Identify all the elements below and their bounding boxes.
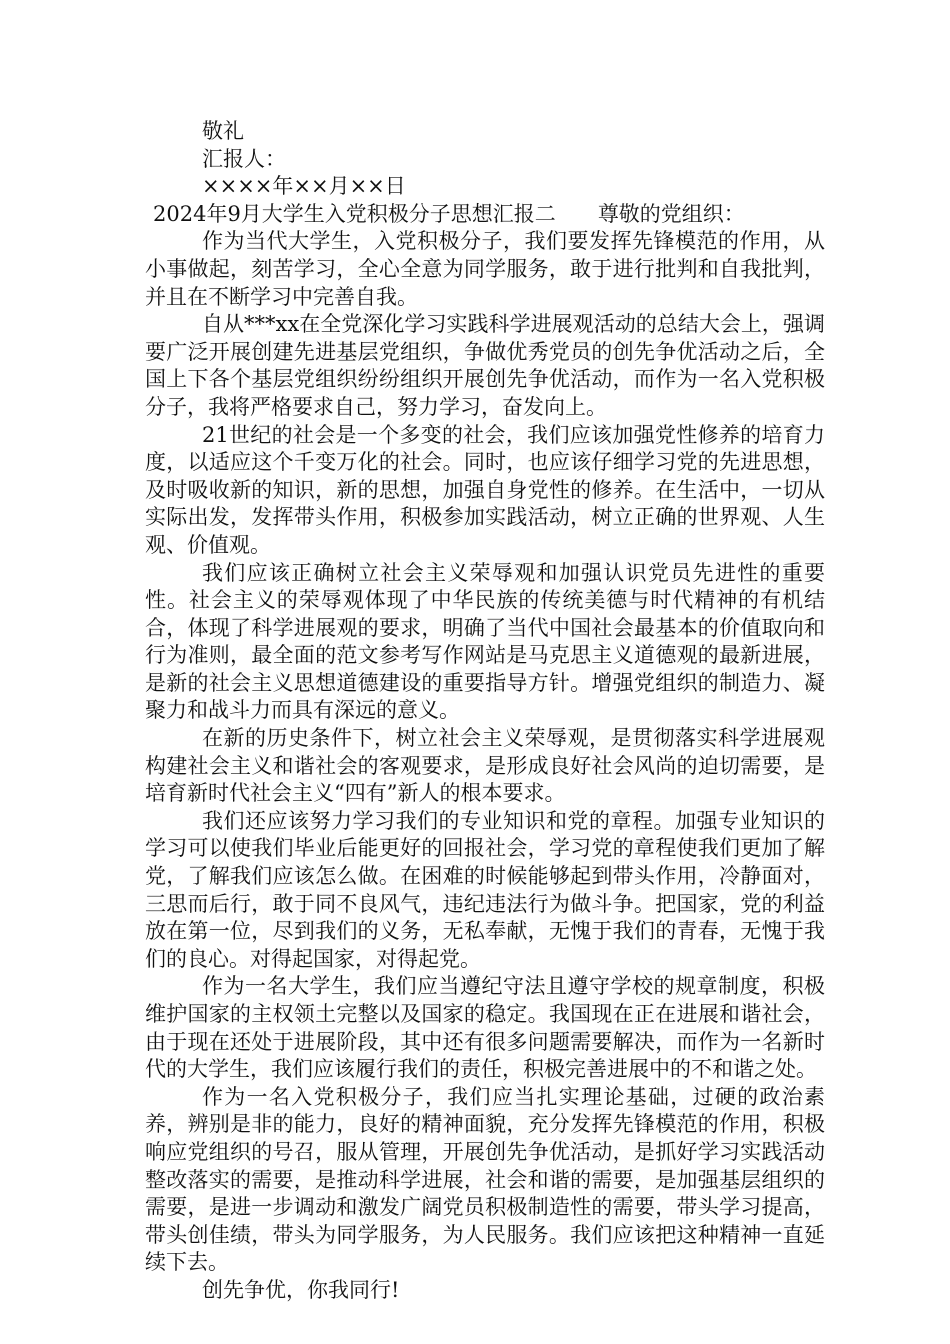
reporter-label: 汇报人：: [202, 146, 286, 171]
paragraph: 我们应该正确树立社会主义荣辱观和加强认识党员先进性的重要性。社会主义的荣辱观体现了中华民族的传统美德与时代精神的有机结合，体现了科学进展观的要求，明确了当代中国社会最基本的价值取向和行为准则，最全面的范文参考写作网站是马克思主义道德观的最新进展，是新的社会主义思想道德建设的重要指导方针。增强党组织的制造力、凝聚力和战斗力而具有深远的意义。: [145, 560, 825, 723]
report-date: ××××年××月××日: [202, 174, 406, 199]
closing-salute: 敬礼: [202, 119, 244, 143]
paragraph: 作为一名大学生，我们应当遵纪守法且遵守学校的规章制度，积极维护国家的主权领土完整以及国家的稳定。我国现在正在进展和谐社会，由于现在还处于进展阶段，其中还有很多问题需要解决，而作为一名新时代的大学生，我们应该履行我们的责任，积极完善进展中的不和谐之处。: [145, 974, 825, 1082]
paragraph: 作为一名入党积极分子，我们应当扎实理论基础，过硬的政治素养，辨别是非的能力，良好的精神面貌，充分发挥先锋模范的作用，积极响应党组织的号召，服从管理，开展创先争优活动，是抓好学习实践活动整改落实的需要，是推动科学进展，社会和谐的需要，是加强基层组织的需要，是进一步调动和激发广阔党员积极制造性的需要，带头学习提高，带头创佳绩，带头为同学服务，为人民服务。我们应该把这种精神一直延续下去。: [145, 1084, 825, 1275]
paragraph: 在新的历史条件下，树立社会主义荣辱观，是贯彻落实科学进展观构建社会主义和谐社会的客观要求，是形成良好社会风尚的迫切需要，是培育新时代社会主义“四有”新人的根本要求。: [145, 726, 825, 806]
document-body: [145, 118, 825, 1305]
paragraph: 21世纪的社会是一个多变的社会，我们应该加强党性修养的培育力度，以适应这个千变万化的社会。同时，也应该仔细学习党的先进思想，及时吸收新的知识，新的思想，加强自身党性的修养。在生活中，一切从实际出发，发挥带头作用，积极参加实践活动，树立正确的世界观、人生观、价值观。: [145, 422, 825, 557]
paragraph: 自从***xx在全党深化学习实践科学进展观活动的总结大会上，强调要广泛开展创建先进基层党组织，争做优秀党员的创先争优活动之后，全国上下各个基层党组织纷纷组织开展创先争优活动，而作为一名入党积极分子，我将严格要求自己，努力学习，奋发向上。: [145, 312, 825, 419]
report-title: 2024年9月大学生入党积极分子思想汇报二: [153, 201, 556, 226]
report-greeting: 尊敬的党组织：: [597, 201, 745, 226]
report-heading: [153, 201, 825, 229]
paragraph: 作为当代大学生，入党积极分子，我们要发挥先锋模范的作用，从小事做起，刻苦学习，全心全意为同学服务，敢于进行批判和自我批判，并且在不断学习中完善自我。: [145, 229, 825, 309]
paragraph: 我们还应该努力学习我们的专业知识和党的章程。加强专业知识的学习可以使我们毕业后能更好的回报社会，学习党的章程使我们更加了解党，了解我们应该怎么做。在困难的时候能够起到带头作用，冷静面对，三思而后行，敢于同不良风气，违纪违法行为做斗争。把国家，党的利益放在第一位，尽到我们的义务，无私奉献，无愧于我们的青春，无愧于我们的良心。对得起国家，对得起党。: [145, 808, 825, 971]
closing-slogan: 创先争优，你我同行!: [202, 1277, 400, 1302]
